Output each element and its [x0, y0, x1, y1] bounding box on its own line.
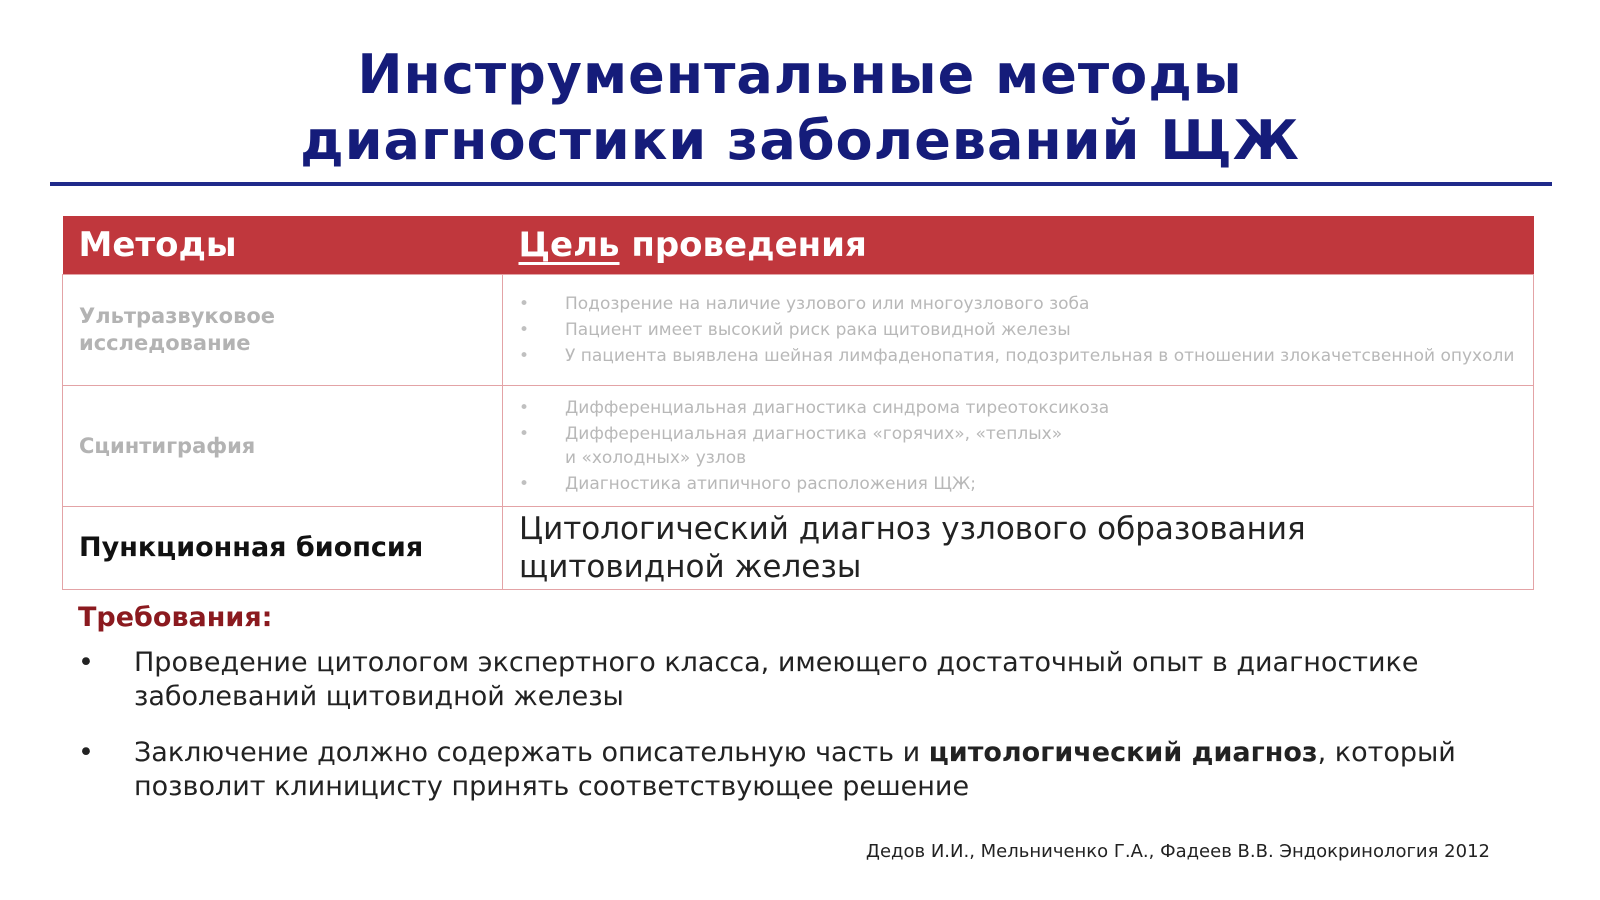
requirements-list: [78, 646, 1518, 804]
list-item: [78, 736, 1518, 804]
list-item: • Дифференциальная диагностика синдрома тиреотоксикоза: [519, 396, 1517, 420]
requirement-text-2a: Заключение должно содержать описательную часть и: [134, 737, 929, 768]
list-item: • Диагностика атипичного расположения ЩЖ;: [519, 472, 1517, 496]
header-goal: [503, 216, 1534, 275]
list-item: • Дифференциальная диагностика «горячих», «теплых» и «холодных» узлов: [519, 422, 1517, 470]
title-divider: [50, 182, 1552, 186]
goal-list: [519, 386, 1517, 506]
list-item: • Подозрение на наличие узлового или многоузлового зоба: [519, 292, 1517, 316]
table-row: [63, 386, 1534, 507]
requirement-text-2b: , который позволит клиницисту принять соответствующее решение: [134, 737, 1456, 802]
requirement-text-2-bold: цитологический диагноз: [928, 737, 1318, 768]
methods-table: [62, 216, 1534, 590]
requirements-section: [78, 600, 1518, 826]
title-line-1: Инструментальные методы: [357, 43, 1243, 106]
goal-list: [519, 282, 1517, 378]
table-row: [63, 507, 1534, 590]
citation: Дедов И.И., Мельниченко Г.А., Фадеев В.В. Эндокринология 2012: [865, 841, 1490, 862]
header-goal-underlined: Цель: [518, 225, 620, 265]
list-item: [78, 646, 1518, 714]
list-item: • Пациент имеет высокий риск рака щитовидной железы: [519, 318, 1517, 342]
table-header-row: [63, 216, 1534, 275]
method-ultrasound-line1: Ультразвуковое: [79, 304, 276, 328]
requirements-title: Требования:: [78, 602, 273, 633]
header-goal-rest: проведения: [619, 225, 867, 265]
method-biopsy: Пункционная биопсия: [63, 507, 503, 590]
method-scintigraphy: Сцинтиграфия: [63, 386, 503, 507]
title-line-2: диагностики заболеваний ЩЖ: [300, 109, 1300, 172]
list-item: • У пациента выявлена шейная лимфаденопатия, подозрительная в отношении злокачетсвенной опухоли: [519, 344, 1517, 368]
goal-cell: [503, 386, 1534, 507]
method-ultrasound-line2: исследование: [79, 331, 251, 355]
slide-title: [50, 42, 1550, 174]
requirement-text-1: Проведение цитологом экспертного класса, имеющего достаточный опыт в диагностике заболеваний щитовидной железы: [134, 647, 1419, 712]
bullet-icon: •: [78, 647, 94, 678]
table-row: [63, 275, 1534, 386]
goal-cell: [503, 275, 1534, 386]
header-methods: Методы: [63, 216, 503, 275]
goal-biopsy: Цитологический диагноз узлового образования щитовидной железы: [503, 507, 1534, 590]
method-cell: [63, 275, 503, 386]
bullet-icon: •: [78, 737, 94, 768]
